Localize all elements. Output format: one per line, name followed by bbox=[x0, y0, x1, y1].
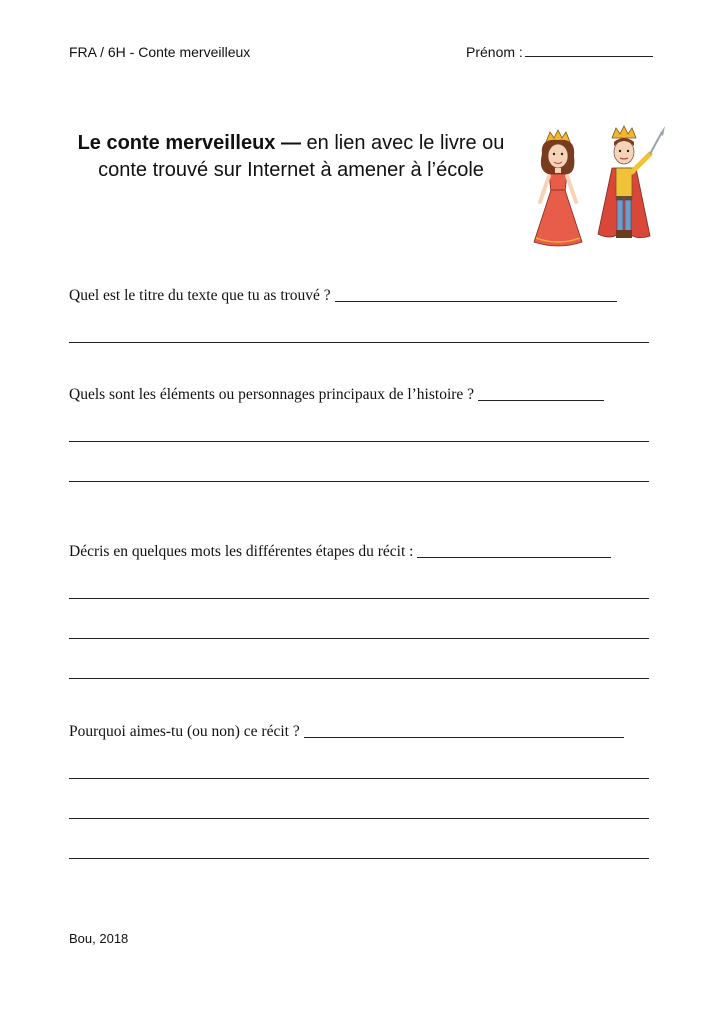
answer-line[interactable] bbox=[69, 441, 649, 442]
answer-1-blank[interactable] bbox=[335, 300, 617, 302]
answer-line[interactable] bbox=[69, 598, 649, 599]
princess-prince-illustration bbox=[532, 124, 666, 254]
question-4-text: Pourquoi aimes-tu (ou non) ce récit ? bbox=[69, 723, 300, 740]
answer-3-blank[interactable] bbox=[417, 556, 611, 558]
answer-line[interactable] bbox=[69, 342, 649, 343]
answer-4-blank[interactable] bbox=[304, 736, 624, 738]
question-3-text: Décris en quelques mots les différentes étapes du récit : bbox=[69, 543, 414, 560]
question-2-text: Quels sont les éléments ou personnages principaux de l’histoire ? bbox=[69, 386, 475, 403]
question-1 bbox=[69, 287, 617, 305]
answer-line[interactable] bbox=[69, 858, 649, 859]
question-1-text: Quel est le titre du texte que tu as trouvé ? bbox=[69, 287, 331, 304]
answer-line[interactable] bbox=[69, 778, 649, 779]
title-rest: en lien avec le livre ou conte trouvé sur Internet à amener à l’école bbox=[98, 132, 505, 181]
answer-line[interactable] bbox=[69, 678, 649, 679]
question-4 bbox=[69, 723, 624, 741]
name-blank-line bbox=[525, 44, 653, 57]
princess-figure bbox=[534, 130, 582, 246]
footer-author: Bou, 2018 bbox=[69, 931, 129, 946]
prince-figure bbox=[598, 126, 665, 238]
answer-2-blank[interactable] bbox=[478, 399, 604, 401]
title-bold: Le conte merveilleux — bbox=[77, 132, 301, 154]
answer-line[interactable] bbox=[69, 818, 649, 819]
page-title bbox=[60, 130, 522, 184]
name-field bbox=[466, 44, 653, 60]
header-subject: FRA / 6H - Conte merveilleux bbox=[69, 44, 251, 60]
question-3 bbox=[69, 543, 611, 561]
name-label: Prénom : bbox=[466, 44, 523, 60]
question-2 bbox=[69, 386, 604, 404]
answer-line[interactable] bbox=[69, 481, 649, 482]
answer-line[interactable] bbox=[69, 638, 649, 639]
